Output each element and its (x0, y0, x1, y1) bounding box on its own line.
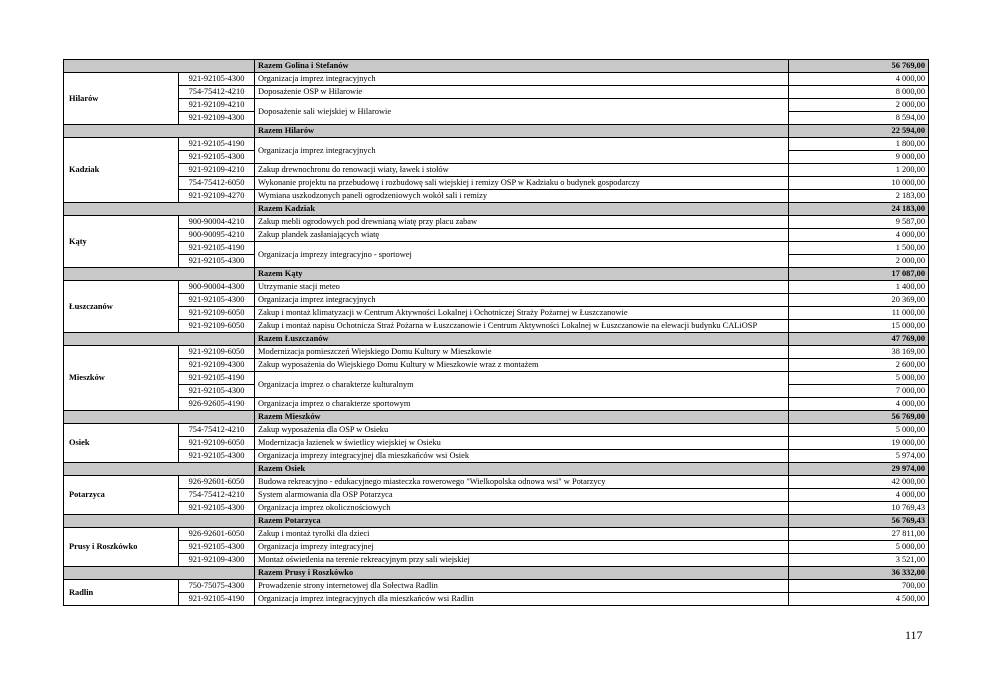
total-amount: 56 769,00 (789, 60, 929, 73)
amount: 5 974,00 (789, 450, 929, 463)
task-description: Organizacja imprezy integracyjnej dla mieszkańców wsi Osiek (255, 450, 789, 463)
table-row (64, 541, 929, 554)
total-row (64, 60, 929, 73)
total-row (64, 203, 929, 216)
total-amount: 29 974,00 (789, 463, 929, 476)
task-description: Organizacja imprezy integracyjno - sportowej (255, 242, 789, 268)
amount: 3 521,00 (789, 554, 929, 567)
total-spacer (64, 203, 255, 216)
amount: 1 500,00 (789, 242, 929, 255)
budget-code: 921-92109-6050 (179, 437, 255, 450)
total-spacer (64, 333, 255, 346)
amount: 700,00 (789, 580, 929, 593)
amount: 5 000,00 (789, 541, 929, 554)
table-row (64, 580, 929, 593)
task-description: Zakup i montaż tyrolki dla dzieci (255, 528, 789, 541)
budget-code: 921-92105-4300 (179, 502, 255, 515)
budget-code: 926-92601-6050 (179, 528, 255, 541)
amount: 9 000,00 (789, 151, 929, 164)
budget-code: 750-75075-4300 (179, 580, 255, 593)
village-name: Radlin (64, 580, 179, 606)
amount: 27 811,00 (789, 528, 929, 541)
task-description: Organizacja imprez okolicznościowych (255, 502, 789, 515)
village-name: Prusy i Roszkówko (64, 528, 179, 567)
budget-code: 921-92105-4300 (179, 385, 255, 398)
amount: 4 500,00 (789, 593, 929, 606)
total-spacer (64, 125, 255, 138)
table-row (64, 372, 929, 385)
table-row (64, 86, 929, 99)
amount: 1 800,00 (789, 138, 929, 151)
table-row (64, 593, 929, 606)
total-row (64, 463, 929, 476)
budget-code: 921-92109-4210 (179, 99, 255, 112)
amount: 4 000,00 (789, 398, 929, 411)
budget-table (63, 59, 929, 606)
total-spacer (64, 515, 255, 528)
total-row (64, 268, 929, 281)
amount: 42 000,00 (789, 476, 929, 489)
task-description: Organizacja imprez integracyjnych (255, 294, 789, 307)
budget-code: 754-75412-4210 (179, 86, 255, 99)
budget-code: 921-92105-4190 (179, 372, 255, 385)
amount: 19 000,00 (789, 437, 929, 450)
table-row (64, 216, 929, 229)
task-description: Organizacja imprezy integracyjnej (255, 541, 789, 554)
table-row (64, 99, 929, 112)
task-description: Zakup plandek zasłaniających wiatę (255, 229, 789, 242)
table-row (64, 294, 929, 307)
budget-code: 921-92105-4300 (179, 450, 255, 463)
amount: 5 000,00 (789, 424, 929, 437)
table-row (64, 164, 929, 177)
table-row (64, 177, 929, 190)
budget-code: 900-90095-4210 (179, 229, 255, 242)
budget-code: 754-75412-4210 (179, 489, 255, 502)
budget-code: 921-92109-4210 (179, 164, 255, 177)
amount: 4 000,00 (789, 73, 929, 86)
budget-code: 921-92109-4300 (179, 359, 255, 372)
amount: 2 000,00 (789, 99, 929, 112)
budget-code: 921-92109-4270 (179, 190, 255, 203)
task-description: Organizacja imprez integracyjnych (255, 73, 789, 86)
budget-code: 921-92109-6050 (179, 320, 255, 333)
table-row (64, 346, 929, 359)
task-description: Organizacja imprez o charakterze kulturalnym (255, 372, 789, 398)
amount: 8 594,00 (789, 112, 929, 125)
page-number: 117 (905, 628, 923, 642)
amount: 4 000,00 (789, 489, 929, 502)
total-spacer (64, 268, 255, 281)
task-description: Modernizacja pomieszczeń Wiejskiego Domu Kultury w Mieszkowie (255, 346, 789, 359)
amount: 10 000,00 (789, 177, 929, 190)
task-description: Organizacja imprez integracyjnych dla mieszkańców wsi Radlin (255, 593, 789, 606)
total-label: Razem Łuszczanów (255, 333, 789, 346)
task-description: Montaż oświetlenia na terenie rekreacyjnym przy sali wiejskiej (255, 554, 789, 567)
table-row (64, 138, 929, 151)
table-row (64, 320, 929, 333)
task-description: System alarmowania dla OSP Potarzyca (255, 489, 789, 502)
total-row (64, 411, 929, 424)
total-label: Razem Kąty (255, 268, 789, 281)
task-description: Zakup wyposażenia dla OSP w Osieku (255, 424, 789, 437)
amount: 1 200,00 (789, 164, 929, 177)
table-row (64, 190, 929, 203)
amount: 2 183,00 (789, 190, 929, 203)
village-name: Kąty (64, 216, 179, 268)
task-description: Zakup mebli ogrodowych pod drewnianą wiatę przy placu zabaw (255, 216, 789, 229)
task-description: Organizacja imprez integracyjnych (255, 138, 789, 164)
budget-code: 754-75412-6050 (179, 177, 255, 190)
amount: 7 000,00 (789, 385, 929, 398)
table-row (64, 307, 929, 320)
table-row (64, 489, 929, 502)
budget-code: 921-92105-4190 (179, 242, 255, 255)
amount: 2 600,00 (789, 359, 929, 372)
budget-code: 921-92109-4300 (179, 554, 255, 567)
budget-code: 921-92105-4300 (179, 151, 255, 164)
budget-code: 921-92105-4300 (179, 255, 255, 268)
budget-code: 921-92109-4300 (179, 112, 255, 125)
table-row (64, 424, 929, 437)
village-name: Potarzyca (64, 476, 179, 515)
total-amount: 56 769,00 (789, 411, 929, 424)
task-description: Utrzymanie stacji meteo (255, 281, 789, 294)
task-description: Doposażenie sali wiejskiej w Hilarowie (255, 99, 789, 125)
task-description: Zakup i montaż klimatyzacji w Centrum Aktywności Lokalnej i Ochotniczej Straży Pożarnej w Łuszczanowie (255, 307, 789, 320)
total-label: Razem Mieszków (255, 411, 789, 424)
table-row (64, 398, 929, 411)
table-row (64, 554, 929, 567)
total-label: Razem Hilarów (255, 125, 789, 138)
amount: 1 400,00 (789, 281, 929, 294)
total-spacer (64, 60, 255, 73)
task-description: Zakup wyposażenia do Wiejskiego Domu Kultury w Mieszkowie wraz z montażem (255, 359, 789, 372)
total-row (64, 125, 929, 138)
total-label: Razem Golina i Stefanów (255, 60, 789, 73)
task-description: Wykonanie projektu na przebudowę i rozbudowę sali wiejskiej i remizy OSP w Kadziaku o budynek gospodarczy (255, 177, 789, 190)
budget-code: 900-90004-4300 (179, 281, 255, 294)
amount: 8 000,00 (789, 86, 929, 99)
table-row (64, 281, 929, 294)
table-row (64, 502, 929, 515)
total-row (64, 567, 929, 580)
task-description: Organizacja imprez o charakterze sportowym (255, 398, 789, 411)
village-name: Kadziak (64, 138, 179, 203)
total-spacer (64, 463, 255, 476)
total-spacer (64, 567, 255, 580)
table-row (64, 476, 929, 489)
amount: 9 587,00 (789, 216, 929, 229)
village-name: Hilarów (64, 73, 179, 125)
task-description: Budowa rekreacyjno - edukacyjnego miasteczka rowerowego "Wielkopolska odnowa wsi" w Potarzycy (255, 476, 789, 489)
total-label: Razem Potarzyca (255, 515, 789, 528)
total-label: Razem Osiek (255, 463, 789, 476)
budget-code: 921-92109-6050 (179, 307, 255, 320)
total-amount: 56 769,43 (789, 515, 929, 528)
total-label: Razem Kadziak (255, 203, 789, 216)
village-name: Osiek (64, 424, 179, 463)
amount: 11 000,00 (789, 307, 929, 320)
amount: 15 000,00 (789, 320, 929, 333)
total-row (64, 515, 929, 528)
total-label: Razem Prusy i Roszkówko (255, 567, 789, 580)
total-row (64, 333, 929, 346)
amount: 38 169,00 (789, 346, 929, 359)
budget-code: 921-92109-6050 (179, 346, 255, 359)
village-name: Łuszczanów (64, 281, 179, 333)
table-row (64, 359, 929, 372)
amount: 10 769,43 (789, 502, 929, 515)
table-row (64, 528, 929, 541)
task-description: Zakup drewnochronu do renowacji wiaty, ławek i stołów (255, 164, 789, 177)
village-name: Mieszków (64, 346, 179, 411)
total-amount: 22 594,00 (789, 125, 929, 138)
budget-document (63, 59, 928, 606)
budget-code: 926-92605-4190 (179, 398, 255, 411)
budget-code: 921-92105-4300 (179, 541, 255, 554)
task-description: Wymiana uszkodzonych paneli ogrodzeniowych wokół sali i remizy (255, 190, 789, 203)
budget-code: 921-92105-4300 (179, 294, 255, 307)
total-spacer (64, 411, 255, 424)
table-row (64, 229, 929, 242)
amount: 5 000,00 (789, 372, 929, 385)
budget-code: 921-92105-4190 (179, 593, 255, 606)
table-row (64, 73, 929, 86)
amount: 20 369,00 (789, 294, 929, 307)
amount: 4 000,00 (789, 229, 929, 242)
budget-code: 921-92105-4190 (179, 138, 255, 151)
total-amount: 47 769,00 (789, 333, 929, 346)
total-amount: 24 183,00 (789, 203, 929, 216)
budget-code: 900-90004-4210 (179, 216, 255, 229)
budget-code: 926-92601-6050 (179, 476, 255, 489)
table-row (64, 437, 929, 450)
budget-code: 754-75412-4210 (179, 424, 255, 437)
task-description: Modernizacja łazienek w świetlicy wiejskiej w Osieku (255, 437, 789, 450)
amount: 2 000,00 (789, 255, 929, 268)
task-description: Prowadzenie strony internetowej dla Sołectwa Radlin (255, 580, 789, 593)
total-amount: 36 332,00 (789, 567, 929, 580)
budget-code: 921-92105-4300 (179, 73, 255, 86)
table-row (64, 242, 929, 255)
task-description: Zakup i montaż napisu Ochotnicza Straż Pożarna w Łuszczanowie i Centrum Aktywności Lokalnej w Łuszczanowie na elewacji budynku CALiOSP (255, 320, 789, 333)
task-description: Doposażenie OSP w Hilarowie (255, 86, 789, 99)
total-amount: 17 087,00 (789, 268, 929, 281)
table-row (64, 450, 929, 463)
